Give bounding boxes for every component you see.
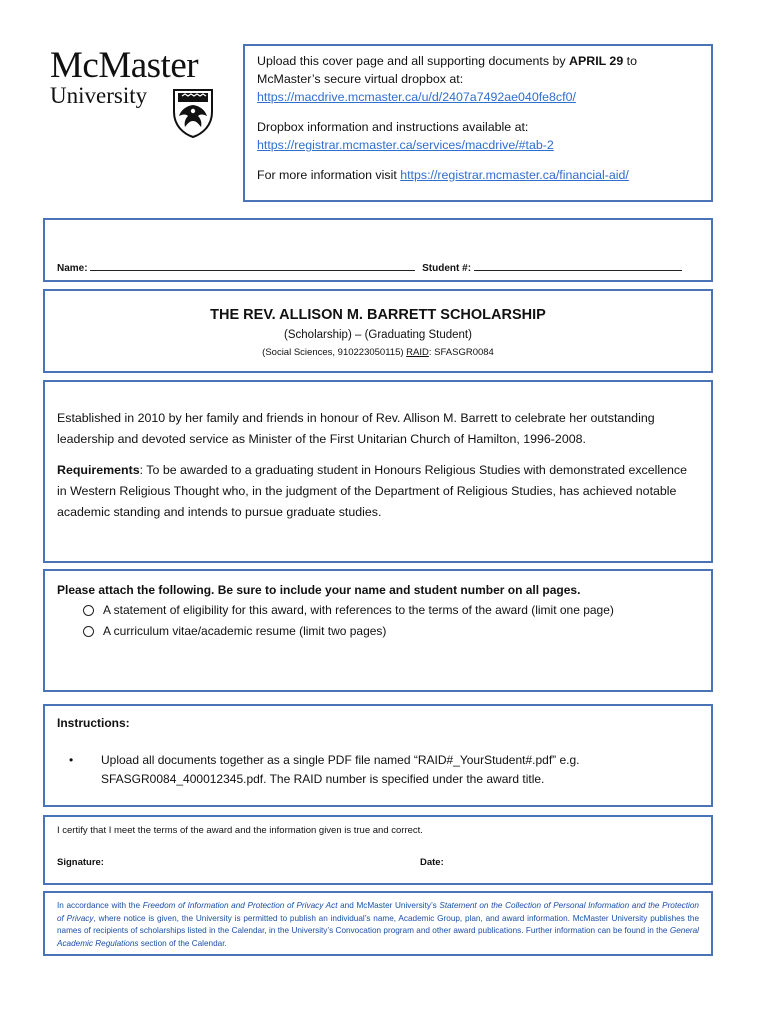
- privacy-text: and McMaster University’s: [337, 901, 440, 910]
- crest-icon: [172, 86, 214, 138]
- deadline: APRIL 29: [569, 54, 624, 68]
- award-detail: [45, 347, 711, 358]
- privacy-act-name: Freedom of Information and Protection of Privacy Act: [142, 901, 338, 910]
- certification-box: [43, 815, 713, 885]
- name-student-line: [57, 262, 682, 274]
- established-text: Established in 2010 by her family and friends in honour of Rev. Allison M. Barrett to celebrate her outstanding leadership and devoted service as Minister of the First Unitarian Church of Hamilton, 1996-2008.: [57, 411, 655, 446]
- award-detail-text: (Social Sciences, 910223050115): [262, 347, 407, 358]
- regulations-name: General Academic Regulations: [57, 926, 699, 948]
- mcmaster-logo: [50, 45, 225, 143]
- signature-label: Signature:: [57, 857, 104, 868]
- more-info-paragraph: [257, 166, 699, 184]
- award-title-box: [43, 289, 713, 373]
- raid-label: RAID: [406, 347, 429, 358]
- requirements-paragraph: [57, 460, 699, 523]
- privacy-text: section of the Calendar.: [138, 938, 227, 948]
- privacy-text: , where notice is given, the University is permitted to publish an individual’s name, Academic Group, plan, and award information. McMaster University publishes the names of recipients of scholarships listed in the Calendar, in the University’s Convocation program and other award publications. Further information can be found in the: [57, 913, 699, 936]
- student-number-field[interactable]: [474, 262, 682, 271]
- requirements-label: Requirements: [57, 463, 140, 477]
- circle-bullet-icon: [83, 605, 94, 616]
- list-item: [69, 751, 699, 789]
- instructions-box: [43, 704, 713, 807]
- attachment-item-label: A statement of eligibility for this award, with references to the terms of the award (limit one page): [103, 603, 614, 617]
- logo-wordmark-line1: McMaster: [50, 45, 199, 86]
- name-field[interactable]: [90, 262, 415, 271]
- certification-text: I certify that I meet the terms of the award and the information given is true and correct.: [57, 825, 423, 836]
- upload-paragraph: [257, 52, 699, 106]
- bullet-icon: •: [69, 753, 74, 767]
- attachment-item-label: A curriculum vitae/academic resume (limit two pages): [103, 624, 387, 638]
- dropbox-instructions-link[interactable]: https://registrar.mcmaster.ca/services/macdrive/#tab-2: [257, 138, 554, 152]
- date-label: Date:: [420, 857, 444, 868]
- raid-value: : SFASGR0084: [428, 347, 494, 358]
- attachments-box: [43, 569, 713, 692]
- dropbox-link[interactable]: https://macdrive.mcmaster.ca/u/d/2407a7492ae040fe8cf0/: [257, 90, 576, 104]
- more-info-text: For more information visit: [257, 168, 401, 182]
- upload-text: Upload this cover page and all supporting documents by: [257, 54, 570, 68]
- circle-bullet-icon: [83, 626, 94, 637]
- award-title: THE REV. ALLISON M. BARRETT SCHOLARSHIP: [210, 307, 546, 323]
- award-description-box: [43, 380, 713, 563]
- name-label: Name:: [57, 263, 88, 274]
- upload-info-box: [243, 44, 713, 202]
- dropbox-info-paragraph: [257, 118, 699, 154]
- name-student-box: [43, 218, 713, 282]
- requirements-text: : To be awarded to a graduating student in Honours Religious Studies with demonstrated excellence in Western Religious Thought who, in the judgment of the Department of Religious Studies, has achieved notable academic standing and intends to pursue graduate studies.: [57, 463, 687, 519]
- instructions-text: Upload all documents together as a single PDF file named “RAID#_YourStudent#.pdf” e.g. SFASGR0084_400012345.pdf. The RAID number is specified under the award title.: [101, 753, 580, 786]
- list-item: [83, 603, 699, 617]
- privacy-statement-name: Statement on the Collection of Personal Information and the Protection of Privacy: [57, 901, 699, 923]
- attachments-header: Please attach the following. Be sure to include your name and student number on all pages.: [57, 583, 581, 597]
- student-number-label: Student #:: [422, 263, 472, 274]
- list-item: [83, 624, 699, 638]
- upload-text-mid: to McMaster’s secure virtual dropbox at:: [257, 54, 637, 86]
- privacy-notice-box: [43, 891, 713, 956]
- logo-wordmark-line2: University: [50, 83, 148, 108]
- instructions-header: Instructions:: [57, 716, 130, 730]
- award-subtitle: (Scholarship) – (Graduating Student): [284, 329, 472, 341]
- privacy-text: In accordance with the: [57, 901, 143, 910]
- financial-aid-link[interactable]: https://registrar.mcmaster.ca/financial-aid/: [400, 168, 629, 182]
- dropbox-info-text: Dropbox information and instructions available at:: [257, 120, 529, 134]
